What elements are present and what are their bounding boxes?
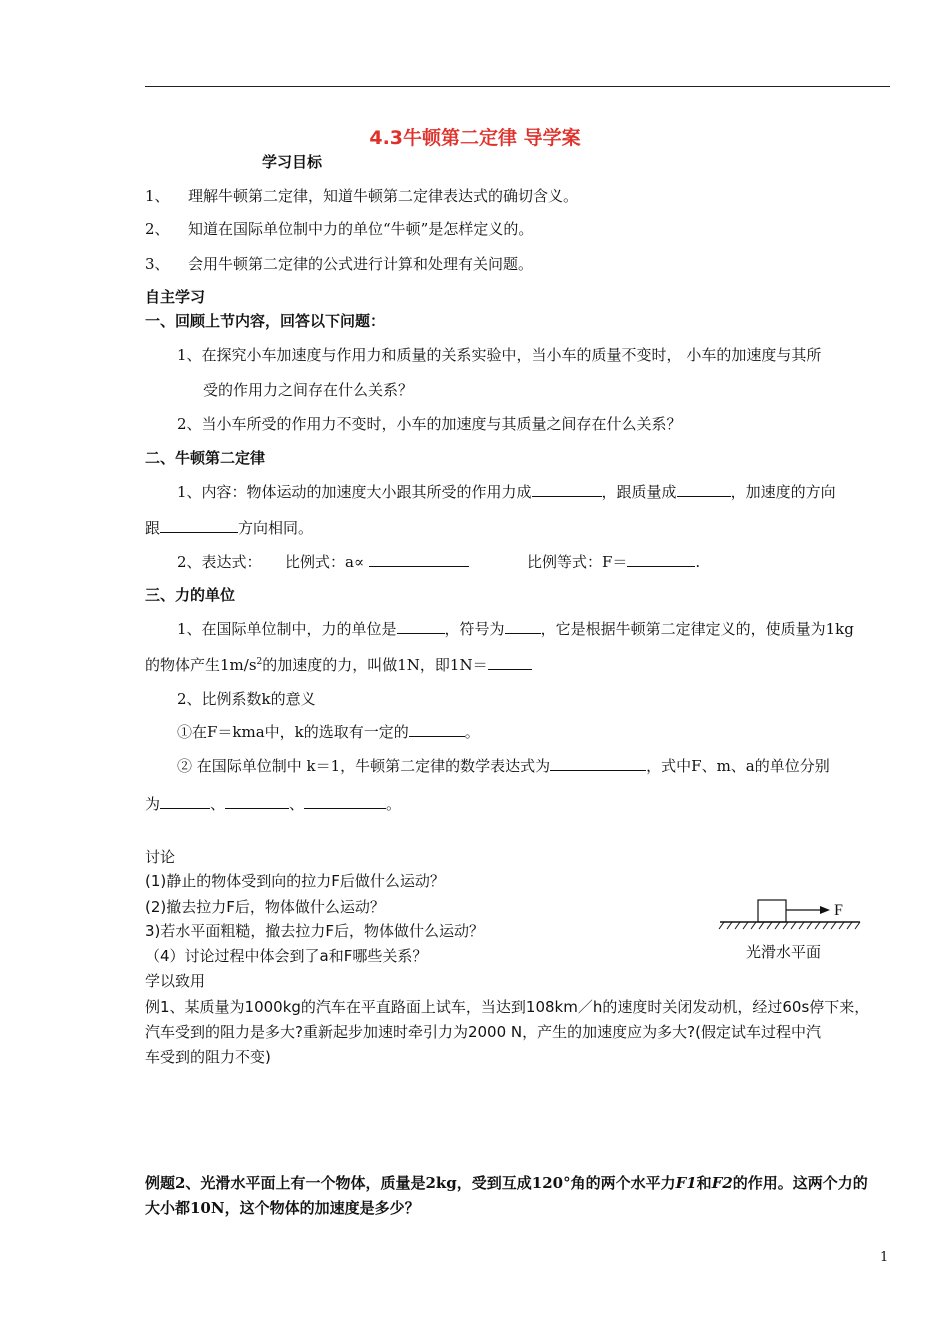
section-heading: 二、牛顿第二定律 bbox=[145, 449, 266, 467]
fill-in-line bbox=[177, 619, 854, 639]
answer-blank[interactable] bbox=[304, 794, 386, 809]
example-text: 和 bbox=[696, 1174, 712, 1192]
subsection-heading: 2、比例系数k的意义 bbox=[177, 690, 316, 708]
block-shape bbox=[758, 900, 786, 922]
statement-text: ，符号为 bbox=[444, 620, 505, 638]
fill-in-line bbox=[145, 518, 313, 538]
statement-text: ，加速度的方向 bbox=[730, 483, 836, 501]
objective-number: 2、 bbox=[145, 220, 170, 238]
statement-text: ，跟质量成 bbox=[601, 483, 677, 501]
statement-text: 跟 bbox=[145, 519, 161, 537]
expression-label: 2、表达式： bbox=[177, 553, 262, 571]
answer-blank[interactable] bbox=[369, 552, 469, 567]
section-heading: 三、力的单位 bbox=[145, 586, 236, 604]
example-2-line bbox=[145, 1173, 868, 1193]
answer-blank[interactable] bbox=[397, 619, 445, 634]
fill-in-line bbox=[177, 722, 480, 742]
separator: 、 bbox=[210, 795, 226, 813]
objective-number: 1、 bbox=[145, 187, 170, 205]
answer-blank[interactable] bbox=[488, 655, 532, 670]
statement-text: 的物体产生1m/s bbox=[145, 656, 257, 674]
answer-blank[interactable] bbox=[677, 482, 731, 497]
example-text: 例1、某质量为1000kg的汽车在平直路面上试车，当达到108km／h的速度时关闭发动机，经过60s停下来， bbox=[145, 998, 870, 1016]
fill-in-line bbox=[527, 552, 700, 572]
arrow-head bbox=[820, 906, 830, 914]
statement-text: 的加速度的力，叫做1N，即1N＝ bbox=[262, 656, 488, 674]
example-text: 大小都10N，这个物体的加速度是多少？ bbox=[145, 1199, 420, 1217]
objective-text: 理解牛顿第二定律，知道牛顿第二定律表达式的确切含义。 bbox=[188, 187, 579, 205]
superscript: 2 bbox=[256, 657, 263, 667]
self-study-heading: 自主学习 bbox=[145, 288, 206, 306]
statement-text: 。 bbox=[386, 795, 402, 813]
figure-caption: 光滑水平面 bbox=[746, 943, 822, 961]
statement-text: ② 在国际单位制中 k＝1，牛顿第二定律的数学表达式为 bbox=[177, 757, 551, 775]
answer-blank[interactable] bbox=[505, 619, 541, 634]
statement-text: 1、在国际单位制中，力的单位是 bbox=[177, 620, 397, 638]
fill-in-line bbox=[145, 655, 532, 675]
answer-blank[interactable] bbox=[550, 756, 646, 771]
answer-blank[interactable] bbox=[627, 552, 695, 567]
example-text: 例题2、光滑水平面上有一个物体，质量是2kg，受到互成120°角的两个水平力 bbox=[145, 1174, 676, 1192]
discussion-heading: 讨论 bbox=[145, 848, 176, 866]
discussion-item: 3)若水平面粗糙，撤去拉力F后，物体做什么运动？ bbox=[145, 922, 485, 940]
page-title: 4.3牛顿第二定律 导学案 bbox=[369, 127, 581, 149]
answer-blank[interactable] bbox=[409, 722, 465, 737]
application-heading: 学以致用 bbox=[145, 972, 206, 990]
expression-text: 比例等式：F＝ bbox=[527, 553, 628, 571]
objective-number: 3、 bbox=[145, 255, 170, 273]
question-text: 1、在探究小车加速度与作用力和质量的关系实验中，当小车的质量不变时， 小车的加速度与其所 bbox=[177, 346, 822, 364]
question-text: 受的作用力之间存在什么关系？ bbox=[203, 381, 414, 399]
statement-text: 方向相同。 bbox=[238, 519, 314, 537]
force-label: F bbox=[834, 902, 843, 919]
discussion-item: (1)静止的物体受到向的拉力F后做什么运动？ bbox=[145, 872, 445, 890]
statement-text: ①在F＝kma中，k的选取有一定的 bbox=[177, 723, 409, 741]
example-text: 的作用。这两个力的 bbox=[732, 1174, 868, 1192]
discussion-item: （4）讨论过程中体会到了a和F哪些关系？ bbox=[145, 947, 428, 965]
objectives-heading: 学习目标 bbox=[262, 153, 323, 171]
statement-text: 为 bbox=[145, 795, 161, 813]
fill-in-line bbox=[177, 482, 836, 502]
force-symbol: F1 bbox=[675, 1174, 697, 1192]
fill-in-line bbox=[177, 756, 830, 776]
statement-text: ，式中F、m、a的单位分别 bbox=[646, 757, 830, 775]
expression-text: 比例式：a∝ bbox=[285, 553, 365, 571]
discussion-item: (2)撤去拉力F后，物体做什么运动？ bbox=[145, 898, 385, 916]
force-symbol: F2 bbox=[711, 1174, 733, 1192]
surface-hatching bbox=[719, 922, 860, 929]
statement-text: ，它是根据牛顿第二定律定义的，使质量为1kg bbox=[540, 620, 854, 638]
answer-blank[interactable] bbox=[225, 794, 289, 809]
separator: 、 bbox=[289, 795, 305, 813]
objective-text: 知道在国际单位制中力的单位“牛顿”是怎样定义的。 bbox=[188, 220, 534, 238]
statement-text: 。 bbox=[464, 723, 480, 741]
example-text: 汽车受到的阻力是多大?重新起步加速时牵引力为2000 N，产生的加速度应为多大?(假定试车过程中汽 bbox=[145, 1023, 821, 1041]
page-number: 1 bbox=[880, 1250, 889, 1265]
fill-in-line bbox=[145, 794, 401, 814]
header-rule bbox=[145, 86, 890, 87]
objective-text: 会用牛顿第二定律的公式进行计算和处理有关问题。 bbox=[188, 255, 534, 273]
answer-blank[interactable] bbox=[532, 482, 602, 497]
fill-in-line bbox=[285, 552, 469, 572]
statement-text: 1、内容：物体运动的加速度大小跟其所受的作用力成 bbox=[177, 483, 532, 501]
example-text: 车受到的阻力不变) bbox=[145, 1048, 271, 1066]
question-text: 2、当小车所受的作用力不变时，小车的加速度与其质量之间存在什么关系？ bbox=[177, 415, 682, 433]
answer-blank[interactable] bbox=[160, 518, 238, 533]
section-heading: 一、回顾上节内容，回答以下问题： bbox=[145, 312, 386, 330]
answer-blank[interactable] bbox=[160, 794, 210, 809]
expression-text: . bbox=[695, 553, 701, 571]
